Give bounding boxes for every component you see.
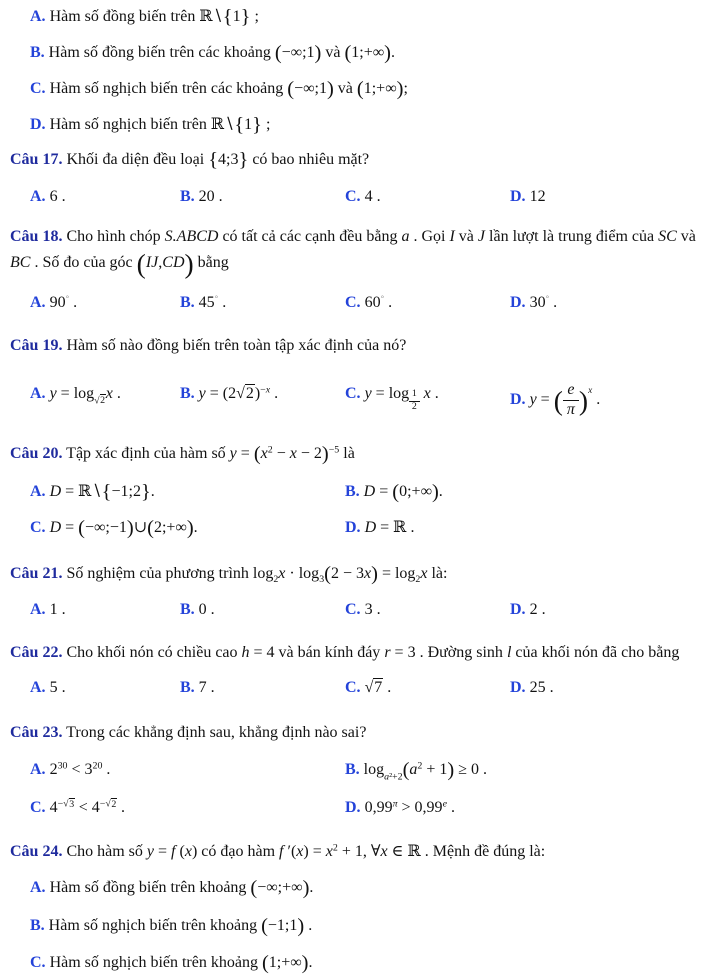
option-text: 30° . (529, 292, 558, 311)
option-letter: A. (30, 879, 46, 897)
option-17b (180, 186, 345, 208)
question-21-options (10, 599, 712, 621)
option-letter: B. (180, 679, 195, 697)
option-24c (10, 951, 712, 975)
option-text: Hàm số nghịch biến trên khoảng (−1;1) . (48, 915, 313, 938)
option-text: Hàm số nghịch biến trên các khoảng (−∞;1) và (1;+∞); (49, 78, 408, 101)
question-label: Câu 24. (10, 843, 63, 861)
option-21a (30, 599, 180, 621)
option-17a (30, 186, 180, 208)
option-letter: A. (30, 679, 46, 697)
option-letter: C. (345, 601, 361, 619)
option-text: $\log_{a^2+2}(a^2 + 1) \ge 0$ . (363, 759, 488, 783)
question-22-options (10, 676, 712, 700)
option-letter: B. (180, 188, 195, 205)
question-label: Câu 21. (10, 565, 63, 583)
option-letter: C. (345, 294, 361, 311)
option-22d (510, 676, 712, 700)
question-stem: Cho hàm số y = f (x) có đạo hàm f $'(x) = x^2 + 1$, ∀x ∈ ℝ . Mệnh đề đúng là: (66, 842, 546, 861)
question-19-options (10, 370, 712, 419)
option-19d (510, 370, 712, 419)
question-23-options-row1 (10, 757, 712, 783)
option-text: Hàm số đồng biến trên khoảng (−∞;+∞). (49, 877, 314, 900)
option-18c (345, 292, 510, 314)
option-19b (180, 370, 345, 406)
option-text: 3 . (364, 601, 381, 619)
option-letter: A. (30, 483, 46, 501)
question-stem: Hàm số nào đồng biến trên toàn tập xác định của nó? (66, 337, 407, 354)
option-23a (30, 757, 345, 783)
option-text: y = ( $\frac{e}{\pi}$ )$^x$ . (529, 381, 601, 419)
option-letter: D. (345, 799, 361, 817)
question-16-options (10, 6, 712, 136)
question-23-options-row2 (10, 795, 712, 821)
option-22b (180, 676, 345, 700)
option-letter: A. (30, 761, 46, 779)
question-stem: Cho khối nón có chiều cao h = 4 và bán kính đáy r = 3 . Đường sinh l của khối nón đã cho bằng (66, 644, 680, 662)
option-letter: D. (510, 601, 526, 619)
question-21 (10, 562, 712, 586)
option-text: 25 . (529, 679, 554, 697)
question-label: Câu 19. (10, 337, 63, 354)
question-19 (10, 334, 712, 358)
question-24 (10, 840, 712, 864)
question-20-options-row1 (10, 480, 712, 504)
option-letter: C. (30, 954, 46, 972)
question-20 (10, 441, 712, 467)
option-text: √7 . (364, 679, 392, 697)
option-text: 5 . (49, 679, 66, 697)
option-letter: A. (30, 601, 46, 619)
option-letter: B. (180, 601, 195, 619)
option-letter: C. (345, 385, 361, 402)
option-text: $y = \log_{√2}x$ . (49, 385, 121, 407)
option-letter: B. (180, 294, 195, 311)
option-18a (30, 292, 180, 314)
option-text: 7 . (198, 679, 215, 697)
question-stem: Khối đa diện đều loại {4;3} có bao nhiêu mặt? (66, 149, 370, 172)
question-label: Câu 20. (10, 445, 63, 463)
option-text: 4 . (364, 188, 381, 205)
question-label: Câu 18. (10, 228, 63, 245)
option-text: D = ℝ∖{−1;2}. (49, 481, 155, 504)
option-20b (345, 480, 712, 504)
option-letter: D. (345, 519, 361, 537)
option-17c (345, 186, 510, 208)
option-16c (10, 78, 712, 100)
question-22 (10, 641, 712, 665)
option-22c (345, 676, 510, 700)
option-text: D = (−∞;−1)∪(2;+∞). (49, 517, 198, 540)
option-16b (10, 42, 712, 64)
question-label: Câu 22. (10, 644, 63, 662)
option-21d (510, 599, 712, 621)
option-16d (10, 114, 712, 136)
question-20-options-row2 (10, 516, 712, 540)
option-letter: C. (345, 679, 361, 697)
option-text: Hàm số đồng biến trên các khoảng (−∞;1) và (1;+∞). (48, 42, 395, 65)
option-letter: C. (345, 188, 361, 205)
option-text: Hàm số đồng biến trên ℝ∖{1} ; (49, 6, 259, 29)
option-20d (345, 516, 712, 540)
option-letter: C. (30, 80, 46, 97)
option-letter: A. (30, 8, 46, 25)
option-text: $y = (2√2)^{-x}$ . (198, 384, 279, 402)
option-16a (10, 6, 712, 28)
question-23 (10, 721, 712, 745)
option-text: y = log $_{\frac{1}{2}}$ x . (364, 385, 439, 413)
question-label: Câu 17. (10, 151, 63, 168)
option-text: 1 . (49, 601, 66, 619)
option-20c (30, 516, 345, 540)
option-letter: D. (510, 188, 526, 205)
option-21b (180, 599, 345, 621)
option-text: 20 . (198, 188, 223, 205)
option-21c (345, 599, 510, 621)
option-23c (30, 795, 345, 821)
option-19a (30, 370, 180, 406)
question-17-options (10, 186, 712, 208)
option-18b (180, 292, 345, 314)
option-letter: B. (30, 44, 45, 61)
option-20a (30, 480, 345, 504)
option-18d (510, 292, 712, 314)
option-letter: C. (30, 519, 46, 537)
option-letter: A. (30, 294, 46, 311)
question-stem: Trong các khẳng định sau, khẳng định nào sai? (66, 724, 367, 742)
option-letter: C. (30, 799, 46, 817)
option-17d (510, 186, 712, 208)
option-text: 0 . (198, 601, 215, 619)
option-letter: D. (510, 679, 526, 697)
option-24a (10, 876, 712, 900)
option-letter: D. (510, 391, 526, 409)
option-19c (345, 370, 510, 413)
option-letter: B. (345, 761, 360, 779)
option-text: 12 (529, 188, 546, 205)
option-letter: B. (345, 483, 360, 501)
question-label: Câu 23. (10, 724, 63, 742)
option-text: 90° . (49, 292, 78, 311)
option-text: 2 . (529, 601, 546, 619)
question-stem: Tập xác định của hàm số $y = (x^2 - x - 2)^{-5}$ là (66, 443, 355, 466)
question-stem: Cho hình chóp S.ABCD có tất cả các cạnh đều bằng a . Gọi I và J lần lượt là trung điểm của SC và BC . Số đo của góc (IJ,CD) bằng (10, 228, 696, 280)
option-letter: B. (180, 385, 195, 402)
option-letter: A. (30, 188, 46, 205)
option-text: D = (0;+∞). (363, 481, 443, 504)
option-text: 45° . (198, 292, 227, 311)
option-letter: D. (510, 294, 526, 311)
option-23d (345, 795, 712, 821)
option-text: $0,99^\pi > 0,99^e$ . (364, 798, 455, 817)
option-text: Hàm số nghịch biến trên ℝ∖{1} ; (49, 114, 271, 137)
option-text: Hàm số nghịch biến trên khoảng (1;+∞). (49, 952, 313, 975)
option-22a (30, 676, 180, 700)
option-24b (10, 914, 712, 938)
option-text: $2^{30} < 3^{20}$ . (49, 760, 111, 779)
question-17 (10, 148, 712, 172)
question-18-options (10, 292, 712, 314)
option-text: D = ℝ . (364, 519, 415, 537)
option-text: 60° . (364, 292, 393, 311)
option-letter: A. (30, 385, 46, 402)
option-letter: B. (30, 917, 45, 935)
option-letter: D. (30, 116, 46, 133)
option-text: $4^{-√3} < 4^{-√2}$ . (49, 798, 125, 817)
option-23b (345, 757, 712, 783)
question-18 (10, 224, 712, 280)
option-text: 6 . (49, 188, 66, 205)
question-stem: Số nghiệm của phương trình $\log_2x \cdot \log_3(2 - 3x) = \log_2x$ là: (66, 563, 448, 586)
